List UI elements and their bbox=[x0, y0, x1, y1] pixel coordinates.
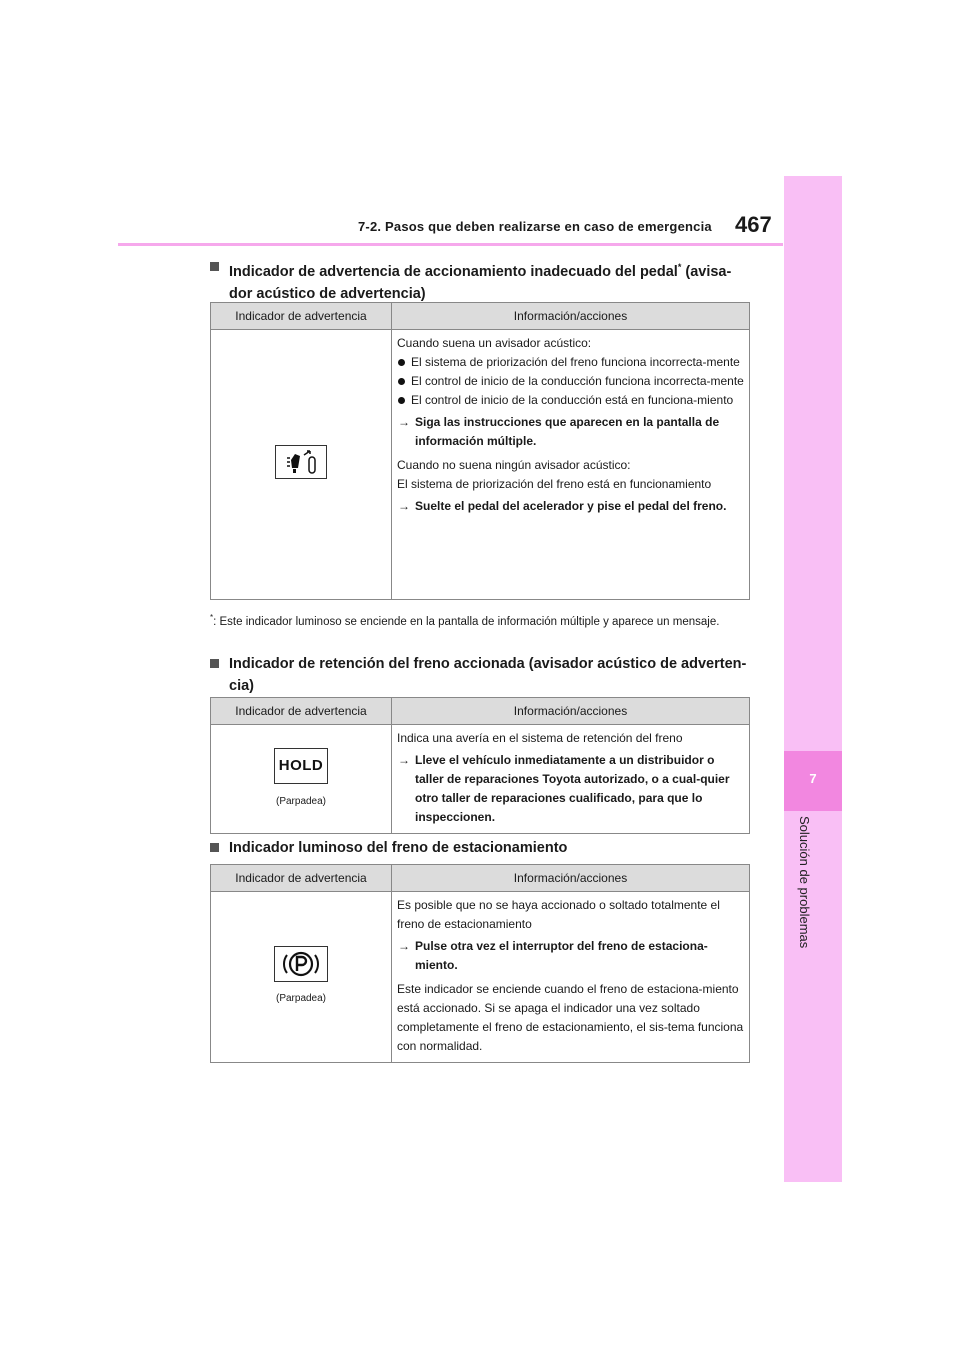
action-item bbox=[397, 497, 744, 516]
bullet-item: El sistema de priorización del freno funciona incorrecta-mente bbox=[397, 353, 744, 372]
condition-text: Es posible que no se haya accionado o soltado totalmente el freno de estacionamiento bbox=[397, 898, 720, 931]
header-divider bbox=[118, 243, 783, 246]
condition-text: Indica una avería en el sistema de retención del freno bbox=[397, 731, 683, 745]
description-text: Este indicador se enciende cuando el freno de estaciona-miento está accionado. Si se apaga el indicador una vez soltado completamente el freno de estacionamiento, el sis-tema funciona con normalidad. bbox=[397, 982, 744, 1053]
bullet-item: El control de inicio de la conducción funciona incorrecta-mente bbox=[397, 372, 744, 391]
arrow-icon: → bbox=[398, 753, 410, 767]
condition-text: Cuando no suena ningún avisador acústico: bbox=[397, 458, 631, 472]
section-title-text: Indicador de advertencia de accionamiento inadecuado del pedal bbox=[229, 263, 678, 280]
section-square-icon bbox=[210, 843, 219, 852]
section-square-icon bbox=[210, 262, 219, 271]
section-title-suffix: (avisa-dor acústico de advertencia) bbox=[229, 263, 732, 302]
column-header-info: Información/acciones bbox=[392, 303, 750, 330]
column-header-indicator: Indicador de advertencia bbox=[211, 698, 392, 725]
action-text: Suelte el pedal del acelerador y pise el pedal del freno. bbox=[415, 499, 727, 513]
column-header-indicator: Indicador de advertencia bbox=[211, 303, 392, 330]
action-text: Pulse otra vez el interruptor del freno de estaciona-miento. bbox=[415, 939, 708, 972]
info-cell bbox=[392, 330, 750, 600]
section-title-hold bbox=[210, 653, 750, 697]
column-header-indicator: Indicador de advertencia bbox=[211, 865, 392, 892]
info-cell bbox=[392, 892, 750, 1063]
indicator-cell bbox=[211, 892, 392, 1063]
chapter-title: Solución de problemas bbox=[797, 816, 812, 949]
bullet-item: El control de inicio de la conducción está en funciona-miento bbox=[397, 391, 744, 410]
blink-caption: (Parpadea) bbox=[275, 795, 327, 807]
action-item bbox=[397, 413, 744, 451]
footnote-text: : Este indicador luminoso se enciende en la pantalla de información múltiple y aparece un mensaje. bbox=[213, 615, 720, 628]
action-text: Lleve el vehículo inmediatamente a un distribuidor o taller de reparaciones Toyota autorizado, o a cual-quier otro taller de reparaciones cualificado, para que lo inspeccionen. bbox=[415, 753, 730, 824]
section-header-title: 7-2. Pasos que deben realizarse en caso de emergencia bbox=[358, 219, 712, 234]
section-title-text: Indicador de retención del freno accionada (avisador acústico de adverten-cia) bbox=[229, 656, 747, 694]
warning-table-pedal bbox=[210, 302, 750, 600]
section-square-icon bbox=[210, 659, 219, 668]
column-header-info: Información/acciones bbox=[392, 698, 750, 725]
indicator-cell bbox=[211, 725, 392, 834]
footnote bbox=[210, 607, 750, 633]
indicator-cell bbox=[211, 330, 392, 600]
action-item bbox=[397, 937, 744, 975]
section-title-text: Indicador luminoso del freno de estacionamiento bbox=[229, 840, 568, 856]
action-text: Siga las instrucciones que aparecen en la pantalla de información múltiple. bbox=[415, 415, 720, 448]
hold-icon-text: HOLD bbox=[278, 756, 324, 774]
section-title-parking bbox=[210, 837, 750, 859]
pedal-warning-icon bbox=[275, 445, 327, 479]
arrow-icon: → bbox=[398, 939, 410, 953]
warning-table-parking bbox=[210, 864, 750, 1063]
arrow-icon: → bbox=[398, 499, 410, 513]
chapter-number: 7 bbox=[809, 771, 817, 786]
chapter-sidebar bbox=[784, 176, 842, 1182]
arrow-icon: → bbox=[398, 415, 410, 429]
condition-text: Cuando suena un avisador acústico: bbox=[397, 336, 592, 350]
info-cell bbox=[392, 725, 750, 834]
footnote-marker: * bbox=[210, 613, 214, 622]
blink-caption: (Parpadea) bbox=[275, 993, 327, 1004]
column-header-info: Información/acciones bbox=[392, 865, 750, 892]
warning-table-hold bbox=[210, 697, 750, 834]
footnote-mark: * bbox=[677, 262, 682, 272]
chapter-tab bbox=[784, 751, 842, 811]
page-number: 467 bbox=[735, 212, 772, 237]
action-item bbox=[397, 751, 744, 827]
parking-brake-icon bbox=[274, 946, 328, 982]
condition-text: El sistema de priorización del freno está en funcionamiento bbox=[397, 477, 712, 491]
hold-icon bbox=[274, 748, 328, 784]
section-title-pedal bbox=[210, 256, 750, 305]
